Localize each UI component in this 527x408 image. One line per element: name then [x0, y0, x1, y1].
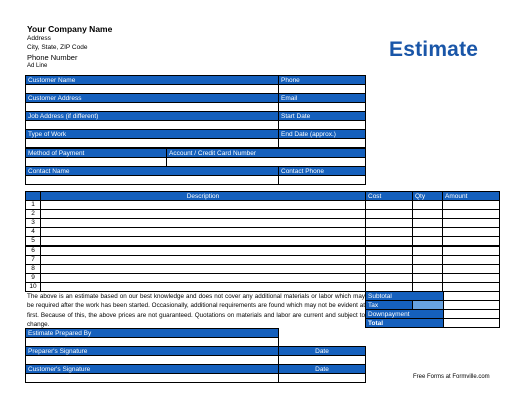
customer-name-label: Customer Name [25, 75, 279, 85]
description-cell[interactable] [40, 282, 366, 292]
company-phone: Phone Number [27, 53, 78, 62]
total-field[interactable] [443, 318, 500, 328]
row-number: 2 [25, 209, 41, 219]
contact-name-field[interactable] [25, 175, 279, 185]
account-card-label: Account / Credit Card Number [166, 148, 366, 158]
job-address-label: Job Address (if different) [25, 111, 279, 121]
company-name: Your Company Name [27, 24, 113, 34]
contact-phone-field[interactable] [278, 175, 366, 185]
start-date-label: Start Date [278, 111, 366, 121]
row-number: 7 [25, 255, 41, 265]
customer-signature-field[interactable] [25, 373, 279, 383]
downpayment-label: Downpayment [365, 309, 444, 319]
footer-credit: Free Forms at Formville.com [413, 374, 490, 380]
page-title: Estimate [389, 38, 479, 61]
method-of-payment-label: Method of Payment [25, 148, 167, 158]
customer-signature-label: Customer's Signature [25, 364, 279, 374]
contact-phone-label: Contact Phone [278, 166, 366, 176]
row-number: 8 [25, 264, 41, 274]
disclaimer-text: The above is an estimate based on our best knowledge and does not cover any additional materials or labor which may be required after the work has been started. Occasionally, additional requirements are found which may not be evident at first. Because of this, the above prices are not guaranteed. Quotations on materials and labor are current and subject to change. [27, 293, 365, 329]
description-header: Description [40, 191, 366, 201]
type-of-work-field[interactable] [25, 138, 279, 148]
tax-label: Tax [365, 300, 413, 310]
customer-address-label: Customer Address [25, 93, 279, 103]
row-number: 10 [25, 282, 41, 292]
qty-header: Qty [412, 191, 443, 201]
email-label: Email [278, 93, 366, 103]
preparer-signature-label: Preparer's Signature [25, 346, 279, 356]
phone-label: Phone [278, 75, 366, 85]
end-date-field[interactable] [278, 138, 366, 148]
date-field-2[interactable] [278, 373, 366, 383]
company-city-state-zip: City, State, ZIP Code [27, 44, 88, 51]
contact-name-label: Contact Name [25, 166, 279, 176]
type-of-work-label: Type of Work [25, 129, 279, 139]
row-number: 5 [25, 236, 41, 246]
amount-header: Amount [442, 191, 500, 201]
cost-header: Cost [365, 191, 413, 201]
end-date-label: End Date (approx.) [278, 129, 366, 139]
total-label: Total [365, 318, 444, 328]
row-number: 6 [25, 246, 41, 256]
row-number: 1 [25, 200, 41, 210]
subtotal-label: Subtotal [365, 291, 444, 301]
prepared-by-label: Estimate Prepared By [25, 328, 279, 338]
company-address: Address [27, 35, 51, 42]
date-label-1: Date [278, 346, 366, 356]
row-number: 9 [25, 273, 41, 283]
row-number: 3 [25, 218, 41, 228]
date-label-2: Date [278, 364, 366, 374]
row-number: 4 [25, 227, 41, 237]
company-ad-line: Ad Line [27, 63, 48, 69]
